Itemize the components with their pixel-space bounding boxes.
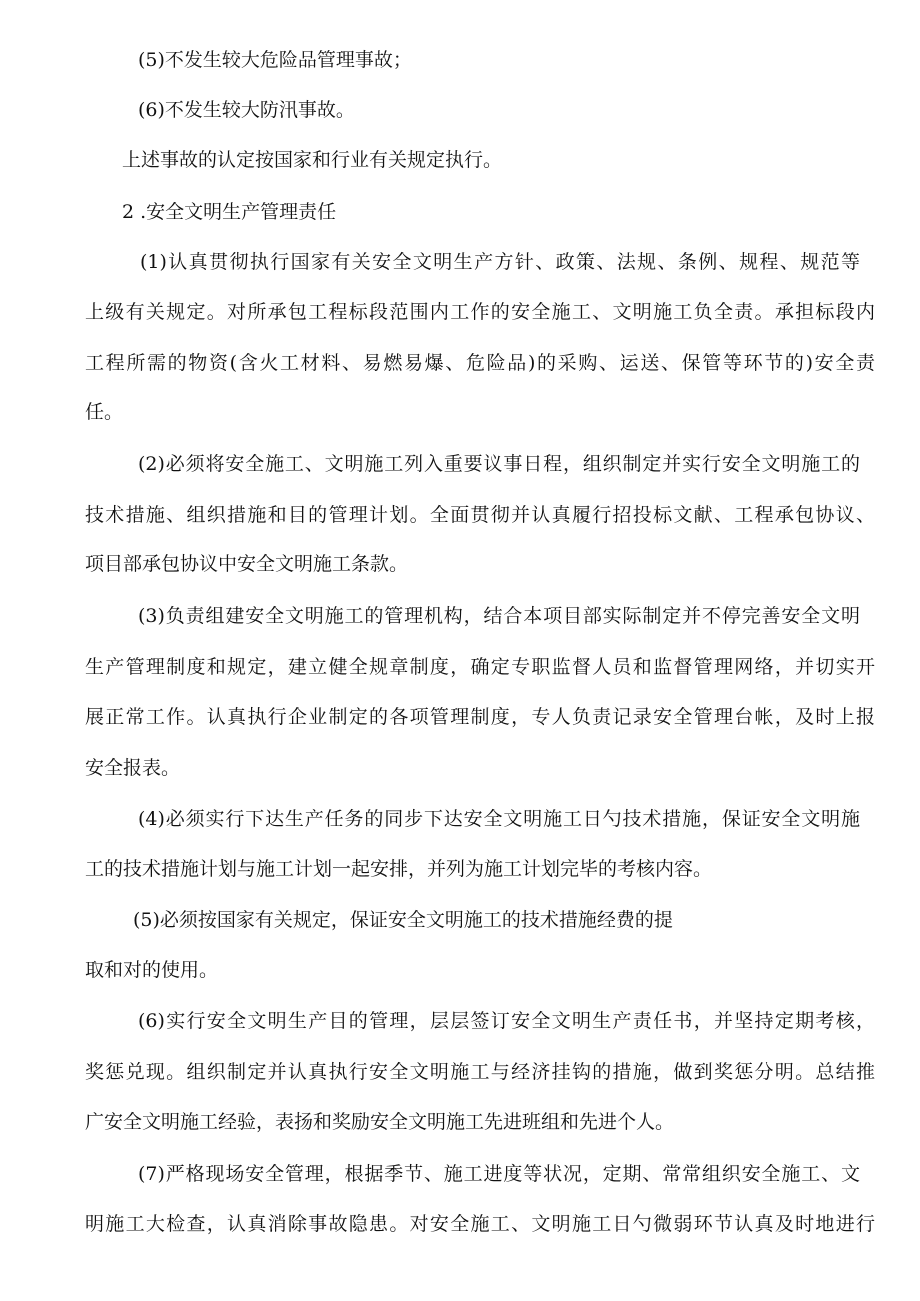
paragraph-6-line-3: 广安全文明施工经验，表扬和奖励安全文明施工先进班组和先进个人。 xyxy=(85,1111,675,1133)
paragraph-1-line-3: 工程所需的物资(含火工材料、易燃易爆、危险品)的采购、运送、保管等环节的)安全责 xyxy=(85,352,875,374)
paragraph-3-line-1: (3)负责组建安全文明施工的管理机构，结合本项目部实际制定并不停完善安全文明 xyxy=(138,605,860,627)
list-item-5-hazard: (5)不发生较大危险品管理事故； xyxy=(138,49,412,71)
paragraph-7-line-2: 明施工大检查，认真消除事故隐患。对安全施工、文明施工日勺微弱环节认真及时地进行 xyxy=(85,1213,875,1235)
paragraph-2-line-3: 项目部承包协议中安全文明施工条款。 xyxy=(85,553,409,575)
paragraph-1-line-4: 任。 xyxy=(85,401,124,423)
section-heading-2: 2 .安全文明生产管理责任 xyxy=(122,201,337,223)
paragraph-4-line-2: 工的技术措施计划与施工计划一起安排，并列为施工计划完毕的考核内容。 xyxy=(85,858,713,880)
paragraph-5-line-2: 取和对的使用。 xyxy=(85,959,219,981)
paragraph-3-line-3: 展正常工作。认真执行企业制定的各项管理制度，专人负责记录安全管理台帐，及时上报 xyxy=(85,706,875,728)
paragraph-3-line-4: 安全报表。 xyxy=(85,757,181,779)
paragraph-accident-determination: 上述事故的认定按国家和行业有关规定执行。 xyxy=(122,149,503,171)
paragraph-6-line-1: (6)实行安全文明生产目的管理，层层签订安全文明生产责任书，并坚持定期考核， xyxy=(138,1010,875,1032)
paragraph-1-line-2: 上级有关规定。对所承包工程标段范围内工作的安全施工、文明施工负全责。承担标段内 xyxy=(85,301,875,323)
paragraph-7-line-1: (7)严格现场安全管理，根据季节、施工进度等状况，定期、常常组织安全施工、文 xyxy=(138,1163,860,1185)
paragraph-6-line-2: 奖惩兑现。组织制定并认真执行安全文明施工与经济挂钩的措施，做到奖惩分明。总结推 xyxy=(85,1061,875,1083)
paragraph-2-line-1: (2)必须将安全施工、文明施工列入重要议事日程，组织制定并实行安全文明施工的 xyxy=(138,453,860,475)
paragraph-4-line-1: (4)必须实行下达生产任务的同步下达安全文明施工日勺技术措施，保证安全文明施 xyxy=(138,808,860,830)
paragraph-2-line-2: 技术措施、组织措施和目的管理计划。全面贯彻并认真履行招投标文献、工程承包协议、 xyxy=(85,504,875,526)
paragraph-1-line-1: (1)认真贯彻执行国家有关安全文明生产方针、政策、法规、条例、规程、规范等 xyxy=(140,251,860,273)
paragraph-3-line-2: 生产管理制度和规定，建立健全规章制度，确定专职监督人员和监督管理网络，并切实开 xyxy=(85,656,875,678)
list-item-6-flood: (6)不发生较大防汛事故。 xyxy=(138,99,355,121)
paragraph-5-line-1: (5)必须按国家有关规定，保证安全文明施工的技术措施经费的提 xyxy=(133,909,673,931)
